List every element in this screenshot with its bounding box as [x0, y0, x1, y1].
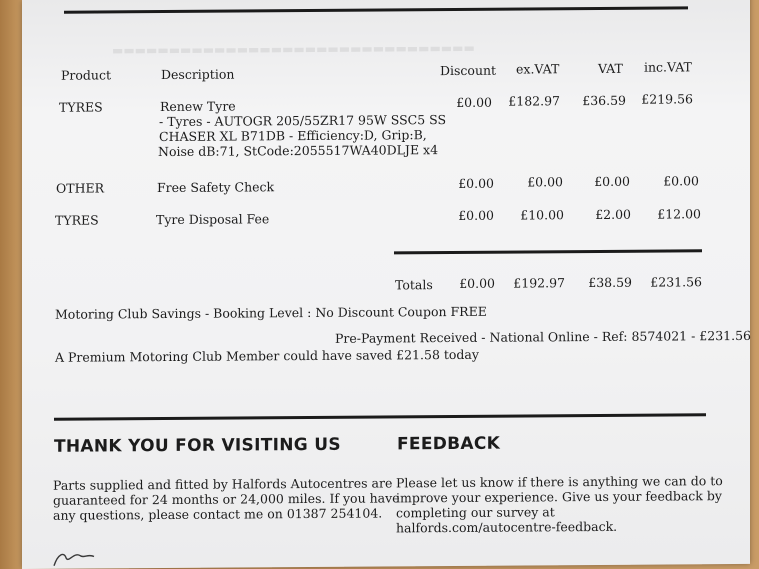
thank-you-line2: guaranteed for 24 months or 24,000 miles. If you have: [53, 490, 400, 508]
feedback-line1: Please let us know if there is anything we can do to: [396, 473, 723, 491]
row3-description-line1: Tyre Disposal Fee: [156, 211, 270, 228]
thank-you-line3: any questions, please contact me on 01387 254104.: [53, 505, 383, 523]
row1-description-line4: Noise dB:71, StCode:2055517WA40DLJE x4: [158, 142, 439, 160]
show-through: ▬▬▬▬▬▬▬▬▬▬▬▬▬▬▬▬▬▬▬▬▬▬▬▬▬▬▬▬▬▬▬▬: [112, 40, 475, 58]
footer-divider: [54, 413, 706, 421]
row2-vat: £0.00: [594, 173, 630, 190]
feedback-line2: improve your experience. Give us your feedback by: [396, 488, 722, 506]
row2-inc-vat: £0.00: [663, 173, 699, 189]
totals-label: Totals: [395, 277, 433, 293]
totals-discount: £0.00: [459, 275, 495, 291]
row1-discount: £0.00: [456, 94, 492, 110]
row2-description-line1: Free Safety Check: [157, 179, 275, 196]
row1-product: TYRES: [59, 99, 103, 115]
prepayment-note: Pre-Payment Received - National Online - Ref: 8574021 - £231.56: [335, 327, 751, 346]
header-description: Description: [161, 66, 235, 83]
row1-inc-vat: £219.56: [641, 91, 693, 107]
thank-you-line1: Parts supplied and fitted by Halfords Autocentres are: [53, 475, 393, 493]
row2-product: OTHER: [56, 180, 105, 196]
premium-member-note: A Premium Motoring Club Member could have saved £21.58 today: [55, 346, 479, 365]
receipt-page: [22, 0, 750, 569]
row3-vat: £2.00: [595, 206, 631, 222]
row1-description-line2: - Tyres - AUTOGR 205/55ZR17 95W SSC5 SS: [159, 112, 447, 130]
row2-ex-vat: £0.00: [527, 174, 563, 190]
top-divider: [64, 6, 688, 13]
row3-ex-vat: £10.00: [520, 207, 564, 223]
row1-description-line1: Renew Tyre: [160, 98, 236, 115]
row3-discount: £0.00: [458, 207, 494, 223]
header-vat: VAT: [598, 60, 623, 76]
club-savings-note: Motoring Club Savings - Booking Level : No Discount Coupon FREE: [55, 303, 487, 322]
totals-inc-vat: £231.56: [650, 274, 702, 290]
totals-vat: £38.59: [588, 274, 632, 291]
header-inc-vat: inc.VAT: [644, 59, 692, 75]
row1-description-line3: CHASER XL B71DB - Efficiency:D, Grip:B,: [159, 127, 427, 145]
header-product: Product: [61, 67, 111, 83]
feedback-heading: FEEDBACK: [397, 433, 501, 455]
row3-product: TYRES: [55, 212, 99, 228]
thank-you-heading: THANK YOU FOR VISITING US: [54, 434, 341, 457]
header-discount: Discount: [440, 62, 497, 79]
header-ex-vat: ex.VAT: [516, 61, 560, 77]
feedback-line3: completing our survey at: [396, 504, 555, 521]
feedback-line4: halfords.com/autocentre-feedback.: [396, 518, 618, 536]
totals-ex-vat: £192.97: [513, 275, 565, 291]
row1-ex-vat: £182.97: [508, 93, 560, 109]
signature-mark: [50, 547, 110, 567]
row1-vat: £36.59: [582, 92, 626, 109]
totals-divider: [394, 249, 702, 254]
row3-inc-vat: £12.00: [657, 206, 701, 222]
row2-discount: £0.00: [458, 175, 494, 191]
